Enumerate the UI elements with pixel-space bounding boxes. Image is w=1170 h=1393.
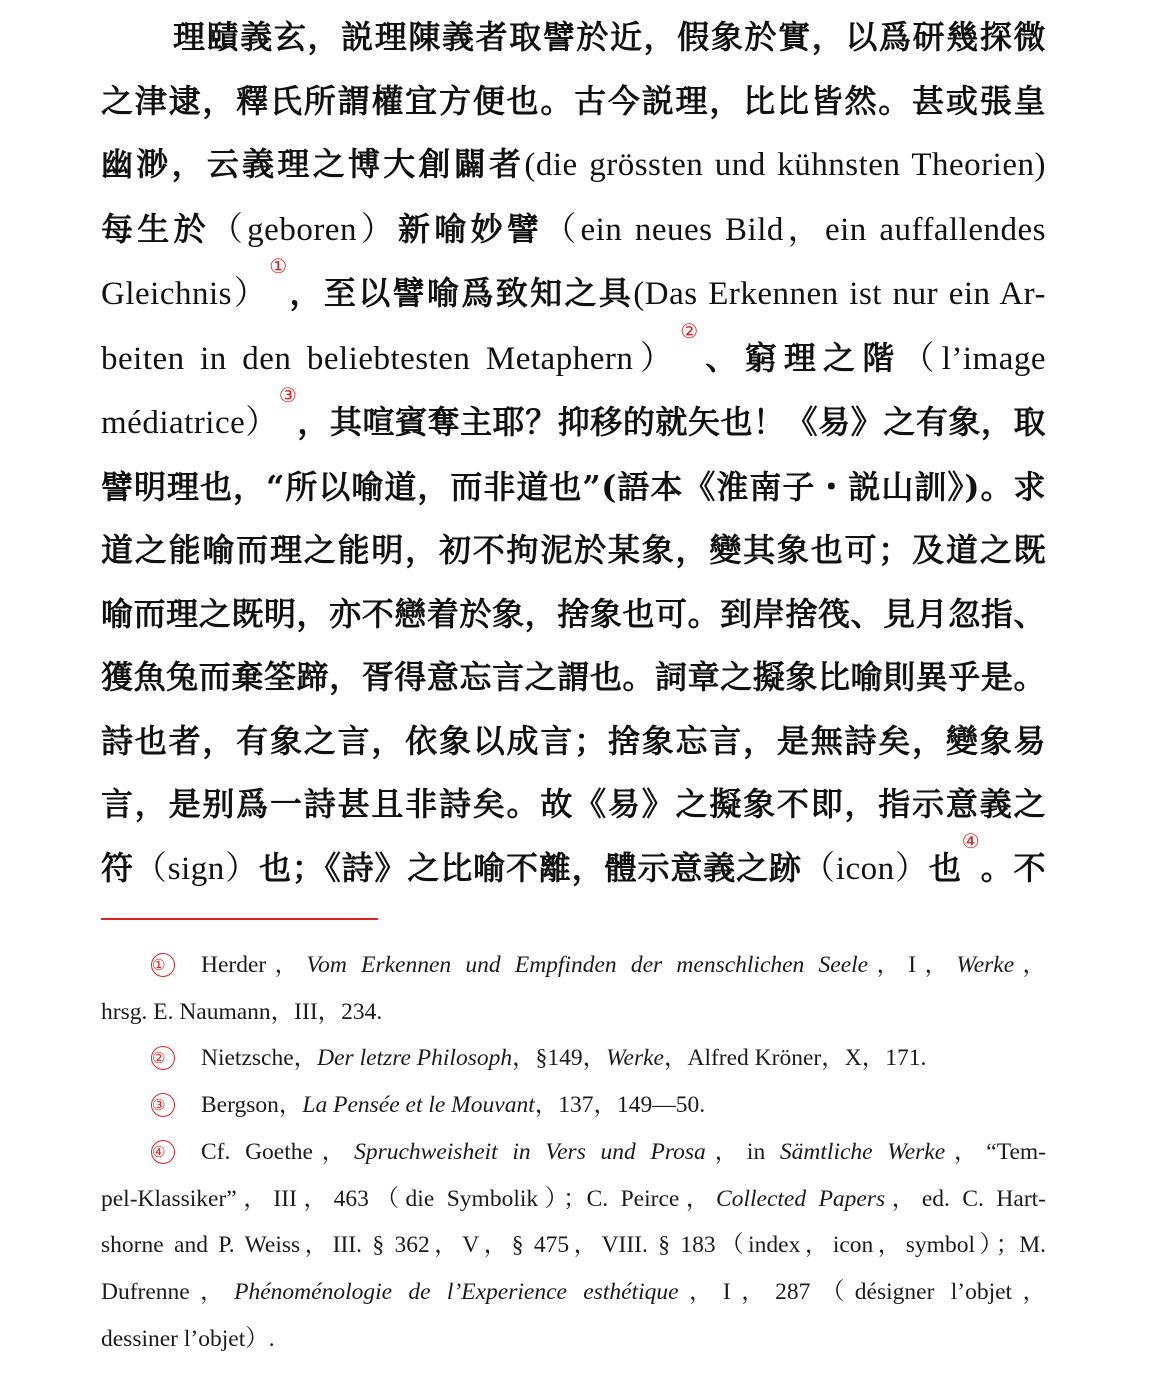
text-segment: （ein neues Bild，ein auffallendes	[543, 211, 1046, 248]
footnote-ref-2[interactable]: ②	[680, 318, 706, 343]
text-line: 之津逮，釋氏所謂權宜方便也。古今説理，比比皆然。甚或張皇	[101, 81, 1046, 120]
footnote-text: ，in	[705, 1138, 780, 1165]
text-line	[101, 383, 1046, 456]
text-line	[101, 254, 1046, 327]
text-segment: （l’image	[901, 340, 1046, 377]
footnote-text: ，Alfred Kröner，X，171.	[663, 1045, 927, 1072]
footnote-line	[101, 1035, 1046, 1082]
footnote-text: ，ed. C. Hart-	[885, 1185, 1046, 1212]
footnote-mark-2: ②	[151, 1046, 175, 1070]
footnote-2	[101, 1035, 1046, 1082]
text-segment: beiten in den beliebtesten Metaphern）	[101, 340, 681, 377]
footnote-title: Vom Erkennen und Empfinden der menschlichen Seele	[306, 952, 869, 978]
footnote-text: Cf. Goethe，	[201, 1138, 355, 1165]
text-segment: 每生於	[101, 209, 210, 248]
footnote-title: Werke	[606, 1045, 664, 1072]
footnote-ref-1[interactable]: ①	[269, 254, 290, 278]
footnote-text: Nietzsche，	[201, 1045, 318, 1072]
footnote-text: Dufrenne，	[101, 1278, 235, 1305]
text-segment: 新喻妙譬	[398, 209, 544, 248]
text-segment: (Das Erkennen ist nur ein Ar-	[633, 276, 1046, 312]
text-segment: ，至以譬喻爲致知之具	[289, 274, 634, 312]
text-line: 言，是别爲一詩甚且非詩矣。故《易》之擬象不即，指示意義之	[101, 785, 1046, 823]
footnote-mark-1: ①	[151, 953, 175, 977]
text-segment: 也；《詩》之比喻不離，體示意義之跡	[259, 848, 802, 887]
footnote-title: Phénoménologie de l’Experience esthétique	[234, 1278, 679, 1305]
footnote-title: Werke	[956, 952, 1015, 978]
text-segment: 。不	[980, 848, 1046, 887]
main-text	[101, 6, 1046, 901]
text-line	[101, 318, 1046, 392]
footnote-line: shorne and P. Weiss，III. § 362，V，§ 475，VIII. § 183（index，icon，symbol）；M.	[101, 1232, 1046, 1259]
text-line	[101, 133, 1046, 198]
footnote-separator	[101, 918, 378, 920]
footnote-line	[101, 1176, 1046, 1223]
footnote-text: ，137，149—50.	[534, 1092, 706, 1119]
text-line: 獲魚兔而棄筌蹄，胥得意忘言之謂也。詞章之擬象比喻則異乎是。	[101, 658, 1046, 696]
footnote-line	[101, 942, 1046, 989]
footnote-1	[101, 942, 1046, 1035]
footnote-line	[101, 1082, 1046, 1129]
text-segment: 也	[928, 848, 962, 887]
footnote-4	[101, 1129, 1046, 1363]
text-segment: (die grössten und kühnsten Theorien)	[524, 147, 1046, 183]
text-line: 道之能喻而理之能明，初不拘泥於某象，變其象也可；及道之既	[101, 531, 1046, 569]
footnote-title: Spruchweisheit in Vers und Prosa	[354, 1138, 706, 1165]
text-segment: ，其喧賓奪主耶？抑移的就矢也！《易》之有象，取	[297, 403, 1046, 441]
footnote-ref-3[interactable]: ③	[278, 383, 298, 407]
footnote-text: Herder，	[201, 952, 307, 978]
text-line: 喻而理之既明，亦不戀着於象，捨象也可。到岸捨筏、見月忽指、	[101, 594, 1046, 633]
footnote-text: Bergson，	[201, 1092, 303, 1119]
text-line: 詩也者，有象之言，依象以成言；捨象忘言，是無詩矣，變象易	[101, 721, 1046, 760]
text-segment: （icon）	[801, 850, 929, 887]
footnote-text: ，I，	[868, 952, 957, 978]
footnote-line	[101, 1129, 1046, 1176]
footnote-text: ，§149，	[512, 1045, 607, 1072]
text-segment: 、窮理之階	[705, 338, 902, 377]
footnote-title: La Pensée et le Mouvant	[302, 1092, 535, 1119]
footnote-title: Collected Papers	[716, 1185, 886, 1212]
footnotes	[101, 942, 1046, 1362]
footnote-line	[101, 1269, 1046, 1316]
footnote-text: ，“Tem-	[945, 1138, 1046, 1165]
footnote-mark-3: ③	[151, 1093, 175, 1117]
text-segment: （geboren）	[209, 211, 399, 248]
footnote-ref-4[interactable]: ④	[961, 828, 981, 853]
text-segment: 幽渺，云義理之博大創闢者	[101, 145, 525, 183]
text-line	[101, 198, 1046, 263]
text-line: 譬明理也，“所以喻道，而非道也”(語本《淮南子・説山訓》)。求	[101, 467, 1046, 506]
footnote-3	[101, 1082, 1046, 1129]
footnote-line: hrsg. E. Naumann，III，234.	[101, 998, 383, 1025]
text-segment: 符	[101, 848, 134, 887]
text-line: 理賾義玄，説理陳義者取譬於近，假象於實，以爲研幾探微	[173, 18, 1046, 56]
text-segment: médiatrice）	[101, 405, 279, 441]
footnote-title: Der letzre Philosoph	[317, 1045, 513, 1072]
text-line	[101, 828, 1046, 902]
text-segment: Gleichnis）	[101, 276, 270, 312]
footnote-text: pel-Klassiker”，III，463（die Symbolik）；C. Peirce，	[101, 1185, 717, 1212]
text-segment: （sign）	[133, 850, 260, 887]
footnote-title: Sämtliche Werke	[779, 1138, 946, 1165]
footnote-line: dessiner l’objet）.	[101, 1325, 275, 1352]
footnote-text: ，I，287（désigner l’objet，	[678, 1278, 1047, 1305]
footnote-text: ，	[1014, 952, 1047, 978]
footnote-mark-4: ④	[151, 1140, 175, 1164]
